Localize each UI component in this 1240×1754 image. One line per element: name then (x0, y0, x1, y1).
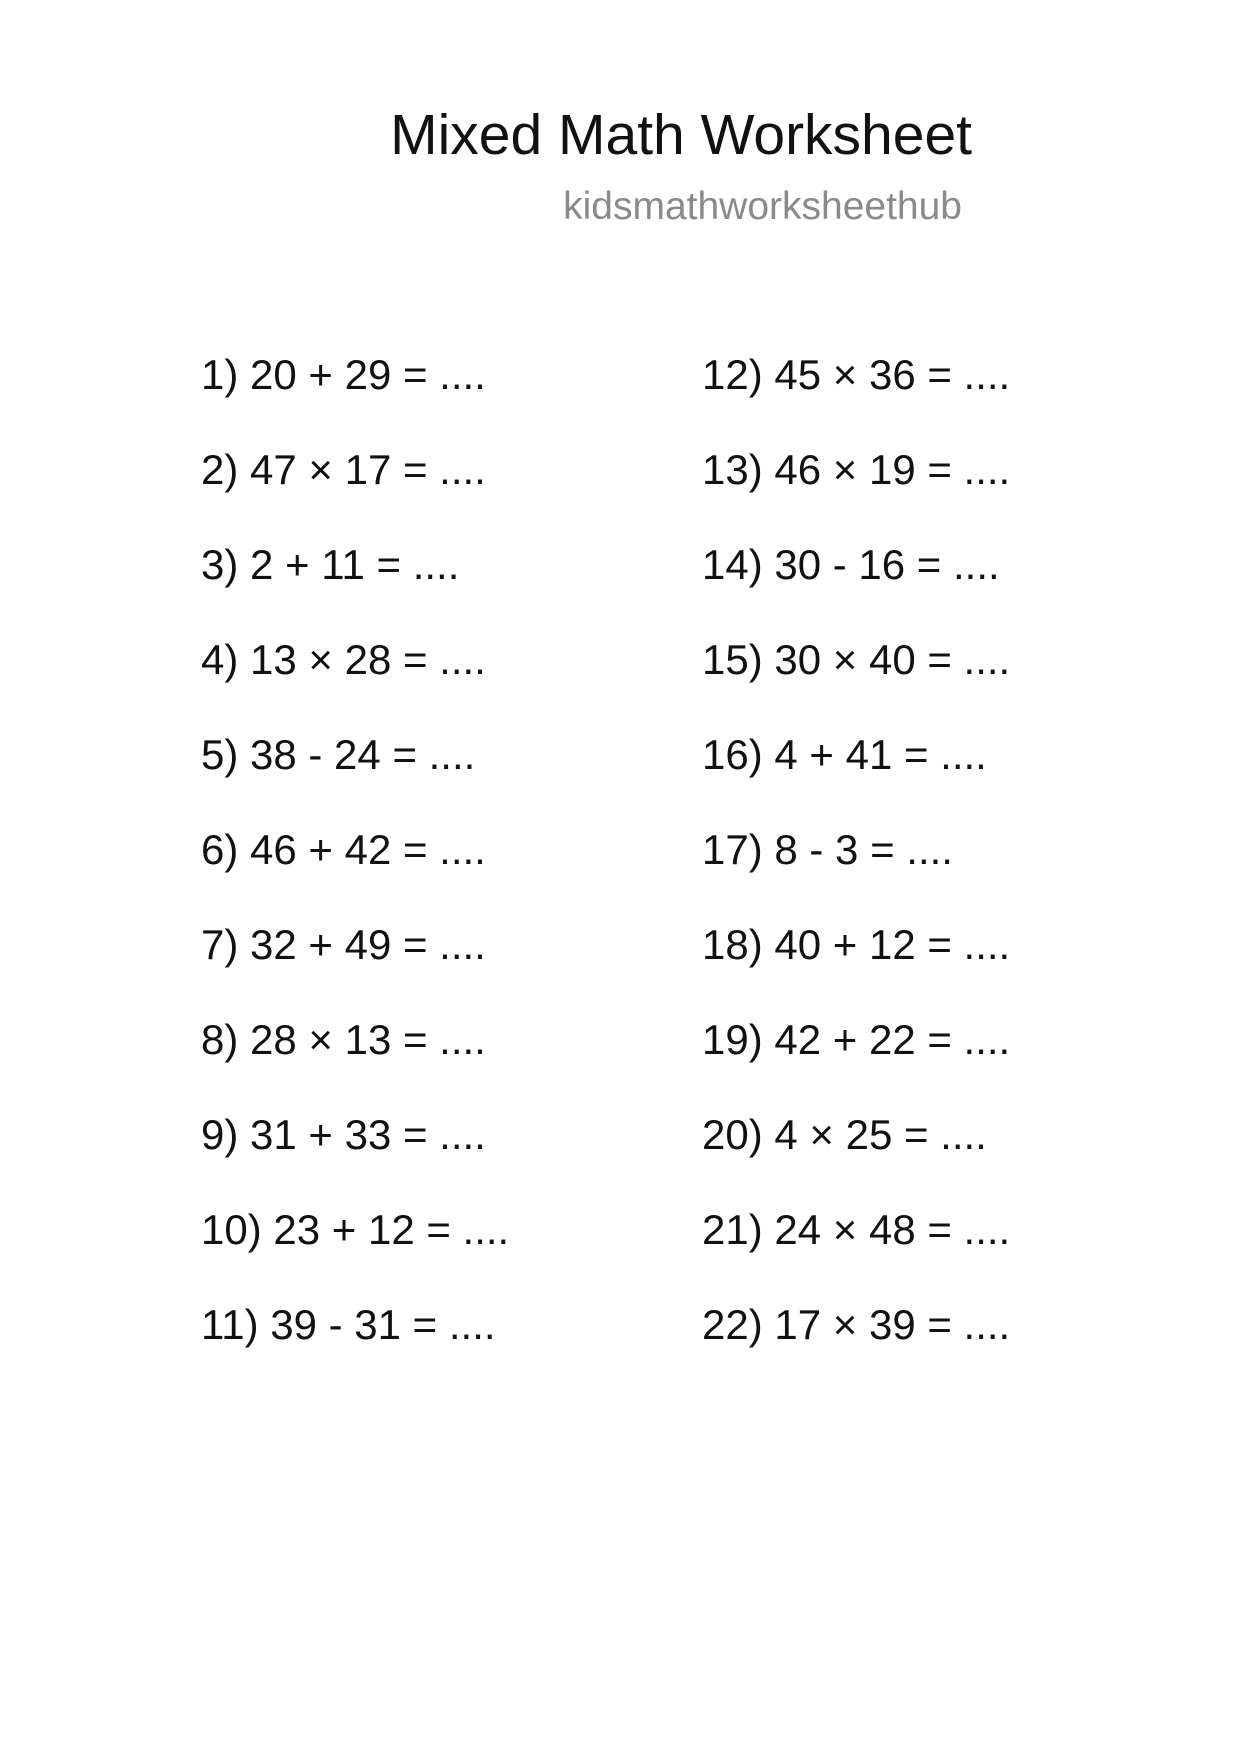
problem-4: 4) 13 × 28 = .... (201, 636, 486, 683)
worksheet-title: Mixed Math Worksheet (390, 103, 972, 167)
problem-3: 3) 2 + 11 = .... (201, 541, 460, 588)
problem-17: 17) 8 - 3 = .... (702, 826, 953, 873)
problem-20: 20) 4 × 25 = .... (702, 1111, 987, 1158)
problem-7: 7) 32 + 49 = .... (201, 921, 486, 968)
problem-5: 5) 38 - 24 = .... (201, 731, 476, 778)
problem-19: 19) 42 + 22 = .... (702, 1016, 1011, 1063)
worksheet-subtitle: kidsmathworksheethub (563, 185, 962, 228)
problem-column-right (702, 351, 1010, 1396)
problem-21: 21) 24 × 48 = .... (702, 1206, 1011, 1253)
problem-13: 13) 46 × 19 = .... (702, 446, 1011, 493)
problem-15: 15) 30 × 40 = .... (702, 636, 1011, 683)
problem-16: 16) 4 + 41 = .... (702, 731, 987, 778)
problem-8: 8) 28 × 13 = .... (201, 1016, 486, 1063)
problem-18: 18) 40 + 12 = .... (702, 921, 1011, 968)
problem-6: 6) 46 + 42 = .... (201, 826, 486, 873)
problem-10: 10) 23 + 12 = .... (201, 1206, 510, 1253)
problem-1: 1) 20 + 29 = .... (201, 351, 486, 398)
problem-12: 12) 45 × 36 = .... (702, 351, 1011, 398)
problem-22: 22) 17 × 39 = .... (702, 1301, 1011, 1348)
problem-2: 2) 47 × 17 = .... (201, 446, 486, 493)
problem-14: 14) 30 - 16 = .... (702, 541, 1000, 588)
problem-9: 9) 31 + 33 = .... (201, 1111, 486, 1158)
problem-column-left (201, 351, 509, 1396)
problem-11: 11) 39 - 31 = .... (201, 1301, 496, 1348)
